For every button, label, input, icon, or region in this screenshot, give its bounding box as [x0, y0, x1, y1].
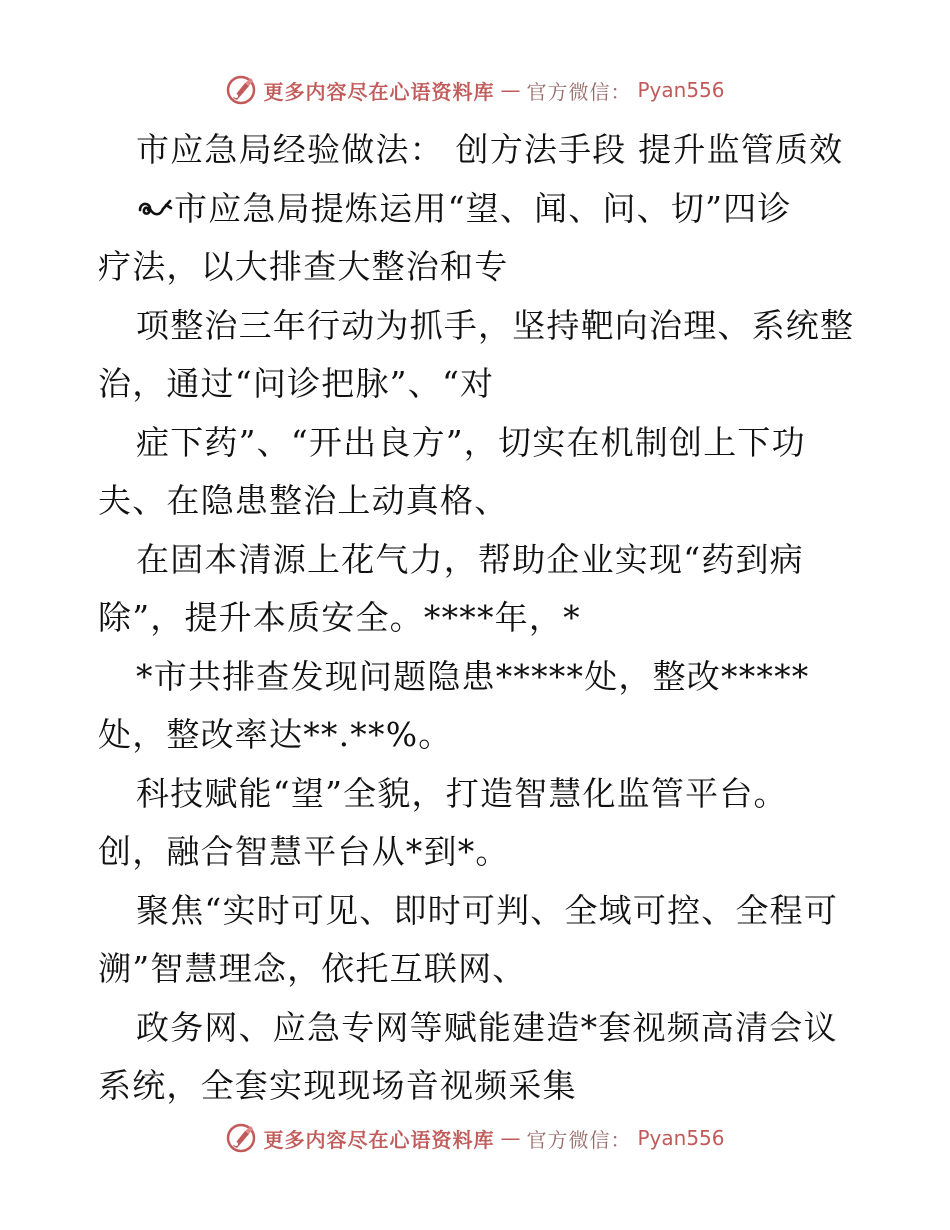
banner-separator: — [500, 78, 521, 102]
paragraph-line: 科技赋能“望”全貌，打造智慧化监管平台。 [136, 773, 788, 813]
banner-separator: — [500, 1126, 521, 1150]
paragraph-line-text: 市应急局提炼运用“望、闻、问、切”四诊 [174, 188, 792, 228]
paragraph-line: 治，通过“问诊把脉”、“对 [98, 364, 495, 403]
banner-official-label: 官方微信： [526, 79, 632, 104]
header-banner [0, 70, 950, 110]
banner-official-label: 官方微信： [526, 1127, 632, 1152]
banner-wechat-id: Pyan556 [637, 78, 725, 102]
ornament-bullet-icon [136, 196, 174, 222]
paragraph-line: *市共排查发现问题隐患*****处，整改***** [136, 656, 810, 696]
paragraph-line: 在固本清源上花气力，帮助企业实现“药到病 [136, 539, 804, 579]
paragraph-line: 项整治三年行动为抓手，坚持靶向治理、系统整 [136, 305, 855, 345]
paragraph-line: 夫、在隐患整治上动真格、 [98, 481, 509, 520]
quill-pen-logo-icon [225, 74, 257, 106]
paragraph-line: 除”，提升本质安全。****年，* [98, 598, 581, 637]
paragraph-line: 系统，全套实现现场音视频采集 [98, 1066, 577, 1105]
paragraph-line: 政务网、应急专网等赋能建造*套视频高清会议 [136, 1007, 838, 1047]
document-heading: 市应急局经验做法： 创方法手段 提升监管质效 [136, 130, 844, 169]
paragraph-line: 症下药”、“开出良方”，切实在机制创上下功 [136, 422, 806, 462]
paragraph-line: 聚焦“实时可见、即时可判、全域可控、全程可 [136, 890, 839, 930]
paragraph-line: 处，整改率达**.**%。 [98, 715, 453, 754]
paragraph-line: 疗法，以大排查大整治和专 [98, 247, 509, 286]
banner-brand-text: 更多内容尽在心语资料库 [263, 79, 495, 104]
paragraph-line: 创，融合智慧平台从*到*。 [98, 832, 510, 871]
paragraph-line [98, 180, 858, 239]
banner-brand-text: 更多内容尽在心语资料库 [263, 1127, 495, 1152]
paragraph-line: 溯”智慧理念，依托互联网、 [98, 949, 527, 988]
footer-banner [0, 1118, 950, 1158]
document-body [98, 121, 858, 1116]
banner-wechat-id: Pyan556 [637, 1126, 725, 1150]
quill-pen-logo-icon [225, 1122, 257, 1154]
